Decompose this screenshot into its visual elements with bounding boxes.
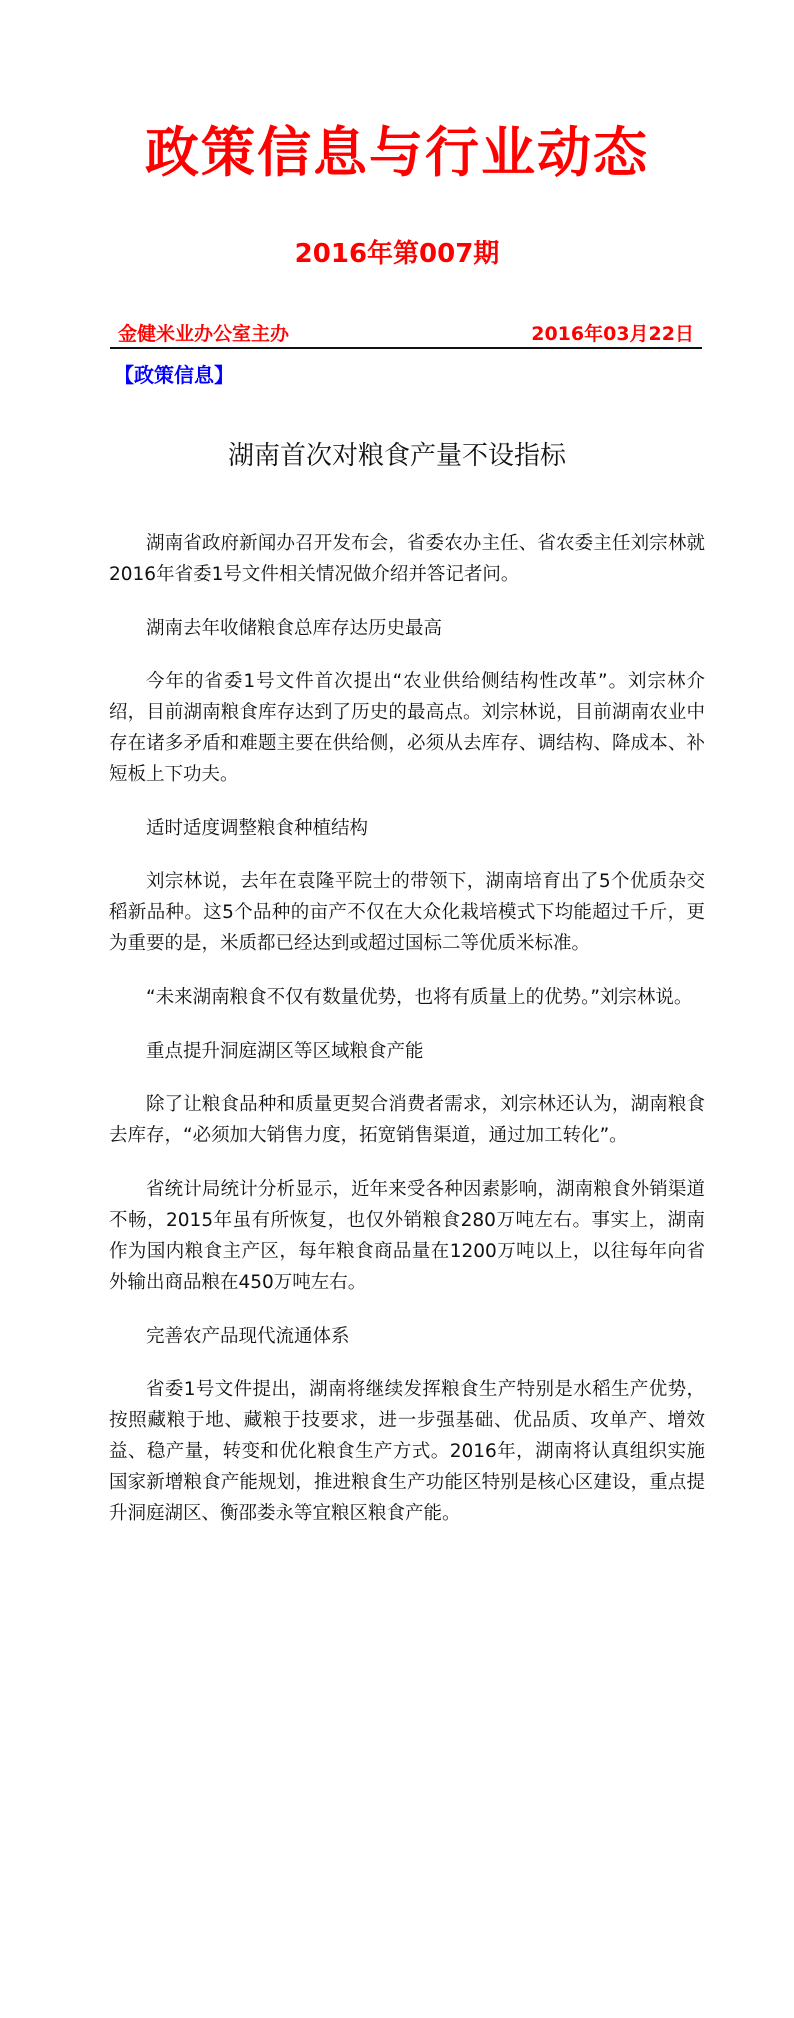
issue-date: 2016年03月22日 xyxy=(531,323,694,345)
header-divider xyxy=(110,347,702,349)
masthead-title: 政策信息与行业动态 xyxy=(145,121,649,184)
paragraph: 省统计局统计分析显示，近年来受各种因素影响，湖南粮食外销渠道不畅，2015年虽有所恢复，也仅外销粮食280万吨左右。事实上，湖南作为国内粮食主产区，每年粮食商品量在1200万吨以上，以往每年向省外输出商品粮在450万吨左右。 xyxy=(109,1179,705,1293)
issue-number: 2016年第007期 xyxy=(294,239,500,269)
paragraph: 除了让粮食品种和质量更契合消费者需求，刘宗林还认为，湖南粮食去库存，“必须加大销售力度，拓宽销售渠道，通过加工转化”。 xyxy=(109,1094,705,1146)
subheading: 湖南去年收储粮食总库存达历史最高 xyxy=(146,618,443,639)
article-body xyxy=(109,528,705,1552)
subheading: 完善农产品现代流通体系 xyxy=(146,1326,350,1347)
paragraph: 省委1号文件提出，湖南将继续发挥粮食生产特别是水稻生产优势，按照藏粮于地、藏粮于技要求，进一步强基础、优品质、攻单产、增效益、稳产量，转变和优化粮食生产方式。2016年，湖南将认真组织实施国家新增粮食产能规划，推进粮食生产功能区特别是核心区建设，重点提升洞庭湖区、衡邵娄永等宜粮区粮食产能。 xyxy=(109,1379,705,1524)
subheading: 适时适度调整粮食种植结构 xyxy=(146,818,369,839)
masthead-info-row xyxy=(110,317,702,347)
paragraph: 湖南省政府新闻办召开发布会，省委农办主任、省农委主任刘宗林就2016年省委1号文件相关情况做介绍并答记者问。 xyxy=(109,533,705,585)
article-title: 湖南首次对粮食产量不设指标 xyxy=(227,441,566,471)
paragraph: 今年的省委1号文件首次提出“农业供给侧结构性改革”。刘宗林介绍，目前湖南粮食库存达到了历史的最高点。刘宗林说，目前湖南农业中存在诸多矛盾和难题主要在供给侧，必须从去库存、调结构、降成本、补短板上下功夫。 xyxy=(109,671,705,785)
section-tag: 【政策信息】 xyxy=(114,363,234,387)
paragraph: “未来湖南粮食不仅有数量优势，也将有质量上的优势。”刘宗林说。 xyxy=(146,987,693,1008)
paragraph: 刘宗林说，去年在袁隆平院士的带领下，湖南培育出了5个优质杂交稻新品种。这5个品种的亩产不仅在大众化栽培模式下均能超过千斤，更为重要的是，米质都已经达到或超过国标二等优质米标准。 xyxy=(109,871,705,954)
subheading: 重点提升洞庭湖区等区域粮食产能 xyxy=(146,1041,424,1062)
organizer-label: 金健米业办公室主办 xyxy=(118,323,290,345)
